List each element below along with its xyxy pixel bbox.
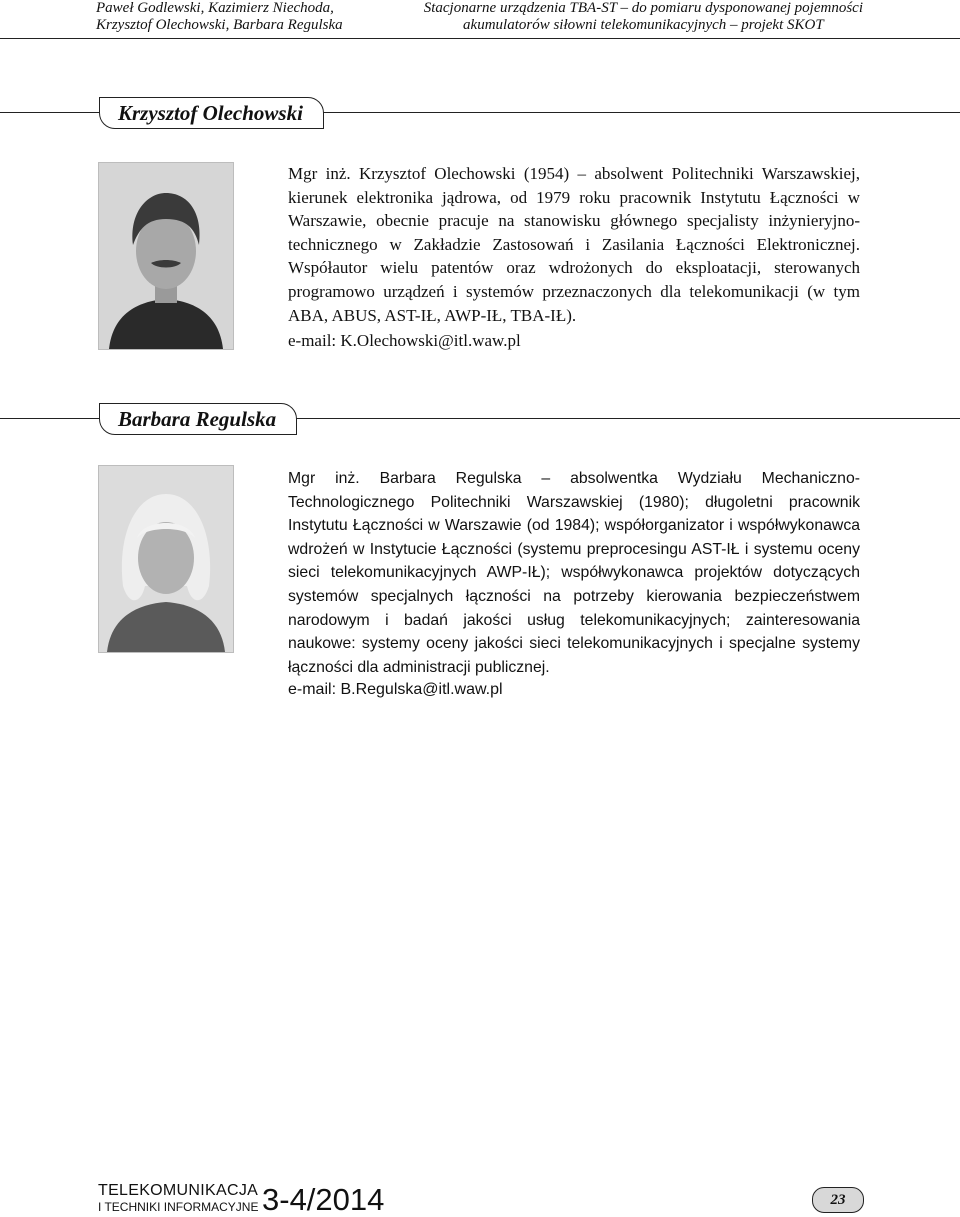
header-authors-line1: Paweł Godlewski, Kazimierz Niechoda, — [96, 0, 334, 16]
magazine-name-line2: I TECHNIKI INFORMACYJNE — [98, 1200, 259, 1214]
header-authors-line2: Krzysztof Olechowski, Barbara Regulska — [96, 17, 343, 33]
author-bio: Mgr inż. Krzysztof Olechowski (1954) – absolwent Politechniki Warszawskiej, kierunek elektronika jądrowa, od 1979 roku pracownik Instytutu Łączności w Warszawie, obecnie pracuje na stanowisku głównego specjalisty inżynieryjno-technicznego w Zakładzie Zastosowań i Zasilania Łączności Elektronicznej. Współautor wielu patentów oraz wdrożonych do eksploatacji, sterowanych programowo urządzeń i systemów przeznaczonych dla telekomunikacji (w tym ABA, ABUS, AST-IŁ, AWP-IŁ, TBA-IŁ). — [288, 164, 860, 325]
author-name-tab: Krzysztof Olechowski — [99, 97, 324, 129]
portrait-photo-icon — [99, 163, 233, 349]
portrait-photo-icon — [99, 466, 233, 652]
header-title-line1: Stacjonarne urządzenia TBA-ST – do pomiaru dysponowanej pojemności — [423, 0, 863, 16]
author-bio: Mgr inż. Barbara Regulska – absolwentka Wydziału Mechaniczno-Technologicznego Politechniki Warszawskiej (1980); długoletni pracownik Instytutu Łączności w Warszawie (od 1984); współorganizator i współwykonawca wdrożeń w Instytucie Łączności (systemu preprocesingu AST-IŁ i systemu oceny sieci telekomunikacyjnych AWP-IŁ); współwykonawca projektów dotyczących systemów specjalnych łączności na potrzeby kierowania bezpieczeństwem narodowym i badań jakości usług telekomunikacyjnych; zainteresowania naukowe: systemy oceny jakości sieci telekomunikacyjnych i specjalne systemy łączności dla administracji publicznej. — [288, 470, 860, 676]
magazine-name-line1: TELEKOMUNIKACJA — [98, 1182, 259, 1199]
header-article-title — [424, 0, 863, 34]
header-title-line2: akumulatorów siłowni telekomunikacyjnych – projekt SKOT — [463, 17, 824, 33]
page-number-badge: 23 — [812, 1187, 864, 1213]
author-photo — [98, 162, 234, 350]
author-email: e-mail: B.Regulska@itl.waw.pl — [288, 681, 503, 698]
page-header — [0, 0, 960, 39]
author-name-tab: Barbara Regulska — [99, 403, 297, 435]
magazine-name — [98, 1183, 258, 1215]
header-authors — [96, 0, 343, 34]
author-email: e-mail: K.Olechowski@itl.waw.pl — [288, 331, 521, 350]
issue-number: 3-4/2014 — [262, 1182, 385, 1217]
author-photo — [98, 465, 234, 653]
